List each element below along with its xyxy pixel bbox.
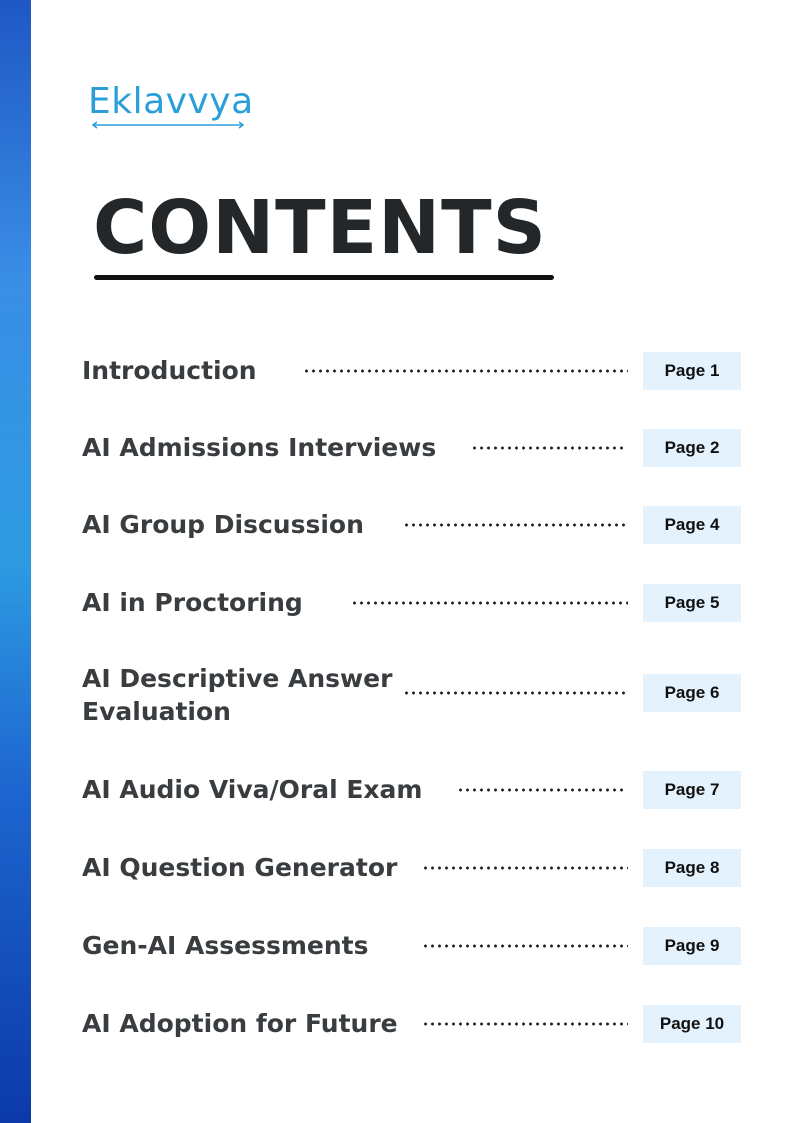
toc-row-audio-viva[interactable] [82,771,742,809]
toc-row-admissions-interviews[interactable] [82,429,742,467]
toc-title: Introduction [82,356,257,385]
toc-title: AI Group Discussion [82,510,364,539]
logo-underline-icon [90,121,246,129]
page-title: CONTENTS [93,185,547,271]
leader-dots [403,691,628,695]
leader-dots [351,601,628,605]
toc-row-introduction[interactable] [82,352,742,390]
toc-row-genai-assessments[interactable] [82,927,742,965]
toc-title: AI Admissions Interviews [82,433,437,462]
leader-dots [471,446,625,450]
leader-dots [457,788,625,792]
leader-dots [403,523,628,527]
toc-row-ai-adoption[interactable] [82,1005,742,1043]
toc-title: AI in Proctoring [82,588,303,617]
leader-dots [303,369,628,373]
logo-text: Eklavvya [88,81,254,122]
eklavvya-logo [88,82,258,132]
toc-title: AI Adoption for Future [82,1009,398,1038]
side-stripe [0,0,31,1123]
page-badge: Page 6 [643,674,741,712]
toc-row-group-discussion[interactable] [82,506,742,544]
toc-row-proctoring[interactable] [82,584,742,622]
toc-row-question-generator[interactable] [82,849,742,887]
page-badge: Page 1 [643,352,741,390]
page-badge: Page 8 [643,849,741,887]
toc-title: AI Audio Viva/Oral Exam [82,775,423,804]
page-badge: Page 5 [643,584,741,622]
page-badge: Page 7 [643,771,741,809]
page-badge: Page 2 [643,429,741,467]
leader-dots [422,1022,628,1026]
leader-dots [422,944,628,948]
toc-row-descriptive-answer-evaluation[interactable] [82,661,742,729]
page-badge: Page 9 [643,927,741,965]
toc-title: Gen-AI Assessments [82,931,369,960]
page-badge: Page 4 [643,506,741,544]
page-badge: Page 10 [643,1005,741,1043]
toc-title: AI Question Generator [82,853,398,882]
toc-title-line2: Evaluation [82,697,231,726]
toc-title-line1: AI Descriptive Answer [82,664,393,693]
title-underline [94,275,554,280]
leader-dots [422,866,628,870]
